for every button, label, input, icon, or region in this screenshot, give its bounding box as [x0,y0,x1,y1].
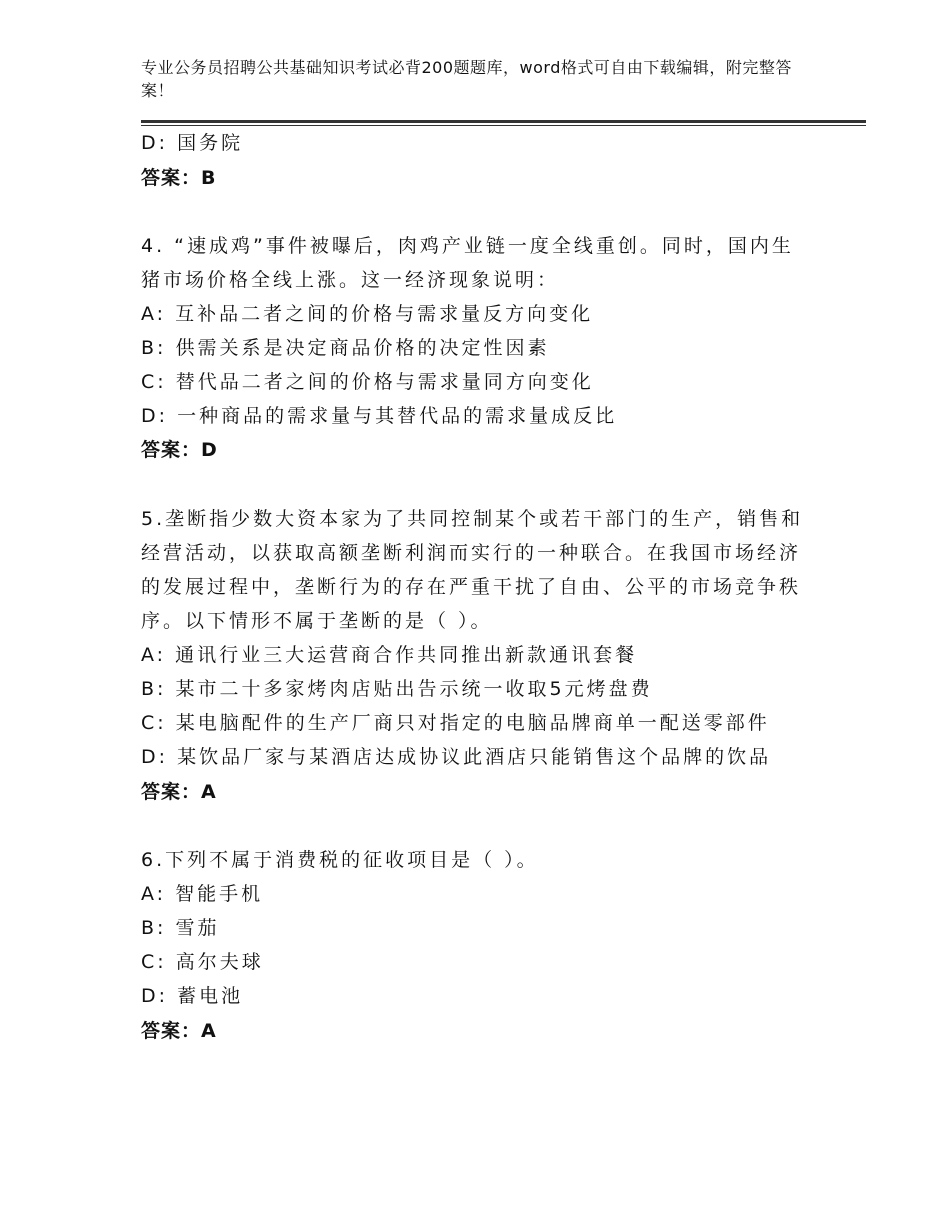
q5-stem-line-1: 5.垄断指少数大资本家为了共同控制某个或若干部门的生产，销售和 [141,508,804,530]
q5-stem-line-2: 经营活动，以获取高额垄断利润而实行的一种联合。在我国市场经济 [141,542,802,564]
q4-option-d: D: 一种商品的需求量与其替代品的需求量成反比 [141,405,618,427]
prev-question-answer: 答案：B [141,167,217,189]
q6-option-c: C: 高尔夫球 [141,951,264,973]
q5-option-c: C: 某电脑配件的生产厂商只对指定的电脑品牌商单一配送零部件 [141,712,770,734]
header-rule-thin [141,125,866,126]
q5-answer: 答案：A [141,781,217,803]
q6-option-b: B: 雪茄 [141,917,220,939]
q4-stem-line-2: 猪市场价格全线上涨。这一经济现象说明： [141,269,560,291]
q5-option-d: D: 某饮品厂家与某酒店达成协议此酒店只能销售这个品牌的饮品 [141,746,772,768]
header-rule-thick [141,120,866,123]
q6-option-a: A: 智能手机 [141,883,264,905]
q6-answer: 答案：A [141,1020,217,1042]
q4-option-a: A: 互补品二者之间的价格与需求量反方向变化 [141,303,594,325]
q4-option-c: C: 替代品二者之间的价格与需求量同方向变化 [141,371,594,393]
q4-option-b: B: 供需关系是决定商品价格的决定性因素 [141,337,550,359]
q6-option-d: D: 蓄电池 [141,985,244,1007]
q5-option-a: A: 通讯行业三大运营商合作共同推出新款通讯套餐 [141,644,638,666]
q5-option-b: B: 某市二十多家烤肉店贴出告示统一收取5元烤盘费 [141,678,653,700]
q4-stem-line-1: 4. “速成鸡”事件被曝后，肉鸡产业链一度全线重创。同时，国内生 [141,235,794,257]
q4-answer: 答案：D [141,439,218,461]
q5-stem-line-3: 的发展过程中，垄断行为的存在严重干扰了自由、公平的市场竞争秩 [141,576,802,598]
document-header: 专业公务员招聘公共基础知识考试必背200题题库，word格式可自由下载编辑，附完整答案！ [141,58,792,100]
q6-stem-line-1: 6.下列不属于消费税的征收项目是（ ）。 [141,849,539,871]
q5-stem-line-4: 序。以下情形不属于垄断的是（ ）。 [141,610,493,632]
prev-question-option-d: D: 国务院 [141,132,244,154]
